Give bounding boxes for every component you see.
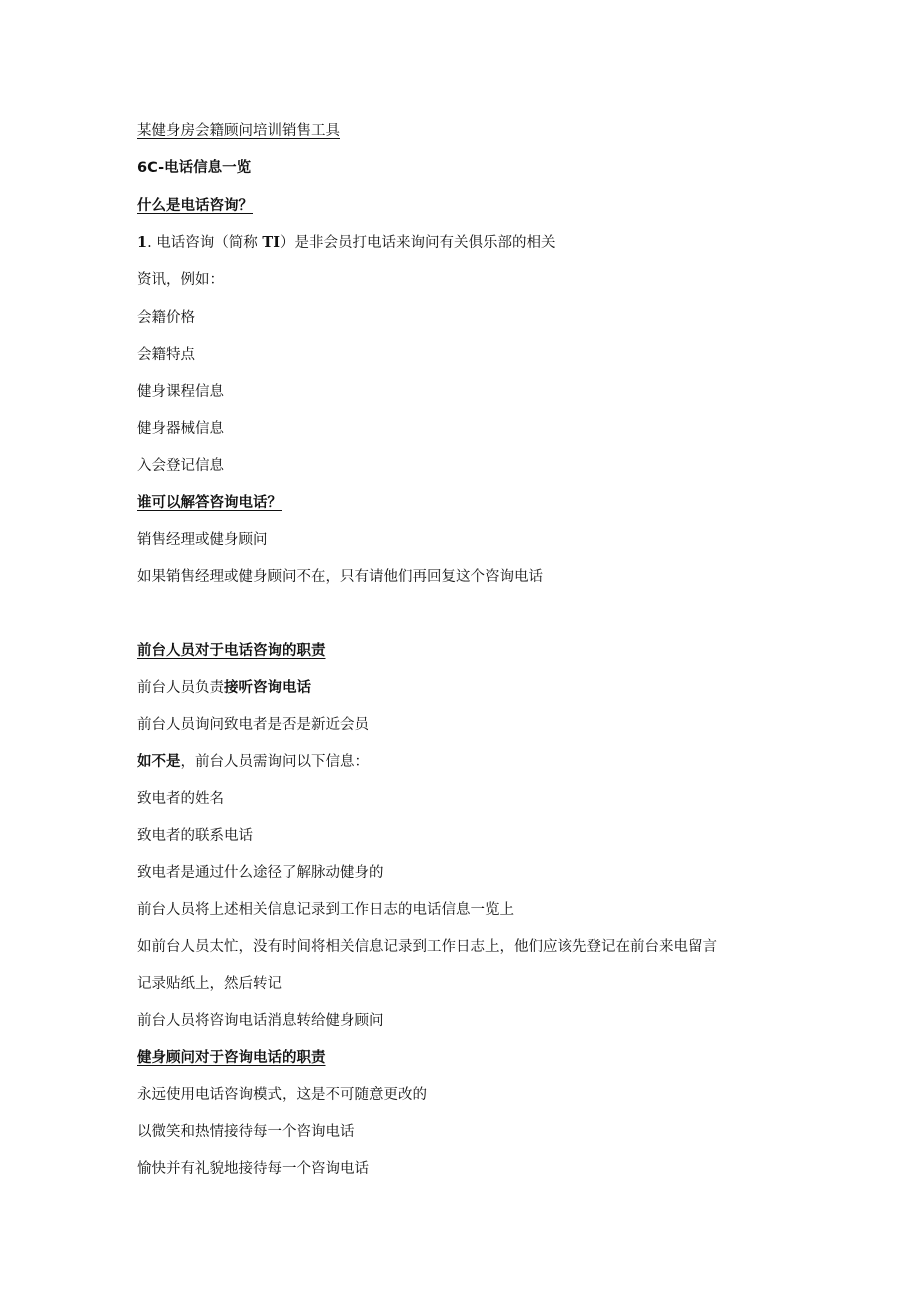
who-line: 销售经理或健身顾问 bbox=[137, 532, 268, 548]
who-line: 如果销售经理或健身顾问不在，只有请他们再回复这个咨询电话 bbox=[137, 569, 543, 585]
document-subtitle: 6C-电话信息一览 bbox=[137, 160, 252, 176]
front-desk-line: 记录贴纸上，然后转记 bbox=[137, 976, 282, 992]
example-item: 会籍价格 bbox=[137, 310, 195, 326]
info-item: 致电者是通过什么途径了解脉动健身的 bbox=[137, 865, 384, 881]
info-item: 致电者的联系电话 bbox=[137, 828, 253, 844]
example-item: 会籍特点 bbox=[137, 347, 195, 363]
front-desk-line: 前台人员询问致电者是否是新近会员 bbox=[137, 717, 369, 733]
front-desk-line-emphasis: 接听咨询电话 bbox=[224, 680, 311, 696]
info-item: 致电者的姓名 bbox=[137, 791, 224, 807]
example-item: 健身器械信息 bbox=[137, 421, 224, 437]
front-desk-condition-rest: ，前台人员需询问以下信息： bbox=[180, 754, 369, 770]
example-item: 健身课程信息 bbox=[137, 384, 224, 400]
consultant-line: 愉快并有礼貌地接待每一个咨询电话 bbox=[137, 1161, 369, 1177]
document-title: 某健身房会籍顾问培训销售工具 bbox=[137, 123, 340, 139]
section-heading-front-desk: 前台人员对于电话咨询的职责 bbox=[137, 643, 326, 659]
front-desk-line: 前台人员将上述相关信息记录到工作日志的电话信息一览上 bbox=[137, 902, 514, 918]
definition-text-b: ）是非会员打电话来询问有关俱乐部的相关 bbox=[280, 235, 556, 251]
front-desk-line: 前台人员将咨询电话消息转给健身顾问 bbox=[137, 1013, 384, 1029]
front-desk-condition: 如不是 bbox=[137, 754, 181, 770]
consultant-line: 永远使用电话咨询模式，这是不可随意更改的 bbox=[137, 1087, 427, 1103]
item-number: 1 bbox=[137, 234, 148, 251]
consultant-line: 以微笑和热情接待每一个咨询电话 bbox=[137, 1124, 355, 1140]
section-heading-consultant: 健身顾问对于咨询电话的职责 bbox=[137, 1050, 326, 1066]
definition-continuation: 资讯，例如： bbox=[137, 272, 224, 288]
section-heading-who: 谁可以解答咨询电话？ bbox=[137, 495, 282, 511]
example-item: 入会登记信息 bbox=[137, 458, 224, 474]
section-heading-what-is: 什么是电话咨询？ bbox=[137, 198, 253, 214]
front-desk-line bbox=[137, 678, 311, 698]
front-desk-line: 如前台人员太忙，没有时间将相关信息记录到工作日志上，他们应该先登记在前台来电留言 bbox=[137, 939, 717, 955]
front-desk-line-a: 前台人员负责 bbox=[137, 680, 224, 696]
definition-abbr: TI bbox=[262, 234, 280, 251]
definition-line bbox=[137, 233, 556, 253]
definition-text-a: . 电话咨询（简称 bbox=[147, 235, 263, 251]
front-desk-line bbox=[137, 752, 369, 772]
